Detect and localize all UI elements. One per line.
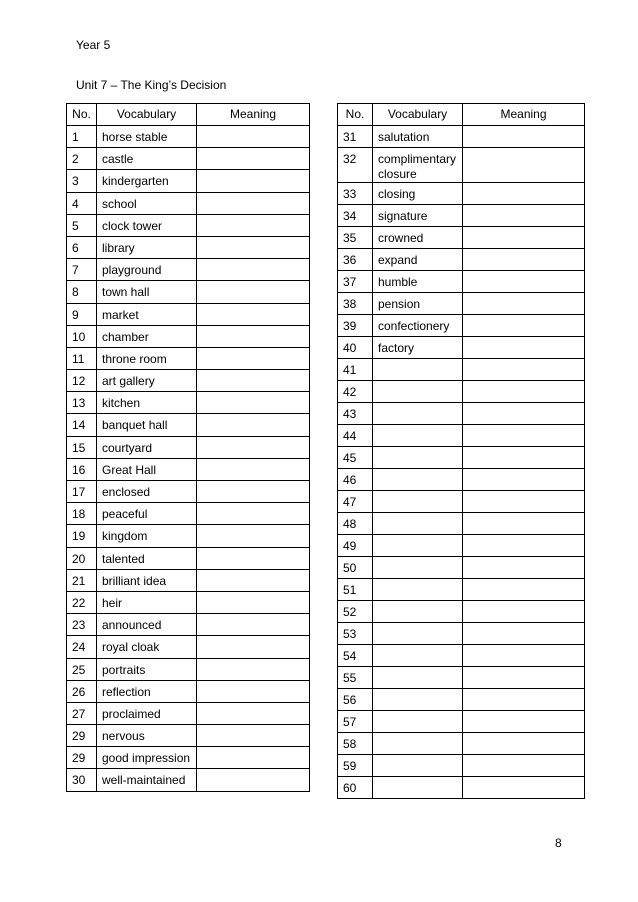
vocabulary-word: royal cloak bbox=[97, 636, 197, 658]
row-number: 47 bbox=[338, 491, 373, 513]
table-row bbox=[67, 547, 310, 569]
vocabulary-word: pension bbox=[373, 293, 463, 315]
meaning-cell[interactable] bbox=[197, 126, 310, 148]
meaning-cell[interactable] bbox=[197, 392, 310, 414]
vocabulary-word: signature bbox=[373, 205, 463, 227]
vocabulary-word: reflection bbox=[97, 680, 197, 702]
table-row bbox=[67, 192, 310, 214]
row-number: 44 bbox=[338, 425, 373, 447]
table-row bbox=[67, 259, 310, 281]
vocabulary-word: heir bbox=[97, 591, 197, 613]
meaning-cell[interactable] bbox=[463, 513, 585, 535]
vocabulary-word bbox=[373, 381, 463, 403]
table-row bbox=[338, 667, 585, 689]
meaning-cell[interactable] bbox=[197, 591, 310, 613]
vocabulary-word: school bbox=[97, 192, 197, 214]
table-row bbox=[67, 303, 310, 325]
vocabulary-word: horse stable bbox=[97, 126, 197, 148]
vocabulary-word: brilliant idea bbox=[97, 569, 197, 591]
row-number: 1 bbox=[67, 126, 97, 148]
row-number: 8 bbox=[67, 281, 97, 303]
table-row bbox=[67, 525, 310, 547]
table-row bbox=[67, 458, 310, 480]
year-label: Year 5 bbox=[76, 38, 111, 52]
table-row bbox=[338, 557, 585, 579]
meaning-cell[interactable] bbox=[197, 259, 310, 281]
meaning-cell[interactable] bbox=[197, 214, 310, 236]
meaning-cell[interactable] bbox=[463, 579, 585, 601]
meaning-cell[interactable] bbox=[463, 667, 585, 689]
vocabulary-word bbox=[373, 623, 463, 645]
vocabulary-word: peaceful bbox=[97, 503, 197, 525]
vocabulary-word bbox=[373, 491, 463, 513]
table-row bbox=[338, 249, 585, 271]
vocabulary-word bbox=[373, 557, 463, 579]
vocabulary-word bbox=[373, 601, 463, 623]
meaning-cell[interactable] bbox=[197, 503, 310, 525]
row-number: 16 bbox=[67, 458, 97, 480]
row-number: 52 bbox=[338, 601, 373, 623]
meaning-cell[interactable] bbox=[463, 689, 585, 711]
meaning-cell[interactable] bbox=[197, 370, 310, 392]
vocabulary-word bbox=[373, 579, 463, 601]
vocabulary-word: humble bbox=[373, 271, 463, 293]
vocabulary-word: salutation bbox=[373, 126, 463, 148]
meaning-cell[interactable] bbox=[197, 614, 310, 636]
vocabulary-word: market bbox=[97, 303, 197, 325]
table-row bbox=[338, 513, 585, 535]
table-row bbox=[338, 447, 585, 469]
row-number: 29 bbox=[67, 747, 97, 769]
row-number: 40 bbox=[338, 337, 373, 359]
vocabulary-word: well-maintained bbox=[97, 769, 197, 791]
meaning-cell[interactable] bbox=[197, 458, 310, 480]
meaning-cell[interactable] bbox=[463, 601, 585, 623]
meaning-cell[interactable] bbox=[197, 658, 310, 680]
meaning-cell[interactable] bbox=[463, 403, 585, 425]
meaning-cell[interactable] bbox=[463, 425, 585, 447]
vocabulary-word: portraits bbox=[97, 658, 197, 680]
column-header-meaning: Meaning bbox=[197, 104, 310, 126]
vocabulary-word bbox=[373, 645, 463, 667]
table-row bbox=[338, 205, 585, 227]
table-row bbox=[338, 337, 585, 359]
row-number: 42 bbox=[338, 381, 373, 403]
row-number: 22 bbox=[67, 591, 97, 613]
meaning-cell[interactable] bbox=[463, 557, 585, 579]
row-number: 15 bbox=[67, 436, 97, 458]
meaning-cell[interactable] bbox=[463, 491, 585, 513]
vocabulary-word bbox=[373, 447, 463, 469]
column-header-no: No. bbox=[338, 104, 373, 126]
meaning-cell[interactable] bbox=[463, 205, 585, 227]
meaning-cell[interactable] bbox=[463, 293, 585, 315]
row-number: 34 bbox=[338, 205, 373, 227]
row-number: 29 bbox=[67, 725, 97, 747]
vocabulary-word bbox=[373, 711, 463, 733]
vocabulary-word: proclaimed bbox=[97, 702, 197, 724]
row-number: 6 bbox=[67, 236, 97, 258]
table-row bbox=[338, 491, 585, 513]
vocabulary-word: town hall bbox=[97, 281, 197, 303]
row-number: 5 bbox=[67, 214, 97, 236]
table-row bbox=[67, 769, 310, 791]
vocabulary-word bbox=[373, 359, 463, 381]
meaning-cell[interactable] bbox=[463, 623, 585, 645]
meaning-cell[interactable] bbox=[463, 337, 585, 359]
meaning-cell[interactable] bbox=[197, 569, 310, 591]
meaning-cell[interactable] bbox=[197, 414, 310, 436]
row-number: 25 bbox=[67, 658, 97, 680]
row-number: 37 bbox=[338, 271, 373, 293]
vocabulary-word: kindergarten bbox=[97, 170, 197, 192]
meaning-cell[interactable] bbox=[463, 469, 585, 491]
table-row bbox=[67, 636, 310, 658]
row-number: 38 bbox=[338, 293, 373, 315]
vocabulary-word bbox=[373, 425, 463, 447]
row-number: 39 bbox=[338, 315, 373, 337]
row-number: 2 bbox=[67, 148, 97, 170]
row-number: 41 bbox=[338, 359, 373, 381]
table-row bbox=[67, 370, 310, 392]
meaning-cell[interactable] bbox=[197, 747, 310, 769]
row-number: 60 bbox=[338, 777, 373, 799]
vocabulary-word bbox=[373, 469, 463, 491]
vocabulary-word: playground bbox=[97, 259, 197, 281]
table-row bbox=[67, 614, 310, 636]
unit-title: Unit 7 – The King’s Decision bbox=[76, 78, 227, 92]
meaning-cell[interactable] bbox=[197, 436, 310, 458]
table-row bbox=[67, 414, 310, 436]
table-row bbox=[67, 725, 310, 747]
vocabulary-word: clock tower bbox=[97, 214, 197, 236]
vocab-table-right-body bbox=[338, 126, 585, 799]
table-row bbox=[67, 747, 310, 769]
meaning-cell[interactable] bbox=[463, 126, 585, 148]
row-number: 58 bbox=[338, 733, 373, 755]
meaning-cell[interactable] bbox=[197, 481, 310, 503]
table-header-row bbox=[67, 104, 310, 126]
meaning-cell[interactable] bbox=[463, 315, 585, 337]
meaning-cell[interactable] bbox=[197, 547, 310, 569]
vocabulary-word: talented bbox=[97, 547, 197, 569]
meaning-cell[interactable] bbox=[197, 636, 310, 658]
table-row bbox=[67, 170, 310, 192]
table-row bbox=[338, 403, 585, 425]
meaning-cell[interactable] bbox=[463, 733, 585, 755]
row-number: 49 bbox=[338, 535, 373, 557]
vocabulary-word bbox=[373, 733, 463, 755]
vocabulary-word: closing bbox=[373, 183, 463, 205]
meaning-cell[interactable] bbox=[463, 535, 585, 557]
meaning-cell[interactable] bbox=[197, 236, 310, 258]
table-row bbox=[338, 623, 585, 645]
vocabulary-word: castle bbox=[97, 148, 197, 170]
table-row bbox=[338, 359, 585, 381]
table-row bbox=[67, 347, 310, 369]
table-row bbox=[67, 214, 310, 236]
meaning-cell[interactable] bbox=[463, 777, 585, 799]
vocabulary-word: kingdom bbox=[97, 525, 197, 547]
vocabulary-word bbox=[373, 403, 463, 425]
vocabulary-word: factory bbox=[373, 337, 463, 359]
table-row bbox=[67, 436, 310, 458]
row-number: 18 bbox=[67, 503, 97, 525]
vocabulary-word: courtyard bbox=[97, 436, 197, 458]
table-row bbox=[338, 777, 585, 799]
vocabulary-word bbox=[373, 667, 463, 689]
vocabulary-word: kitchen bbox=[97, 392, 197, 414]
vocabulary-word: art gallery bbox=[97, 370, 197, 392]
vocabulary-word bbox=[373, 777, 463, 799]
row-number: 17 bbox=[67, 481, 97, 503]
row-number: 14 bbox=[67, 414, 97, 436]
meaning-cell[interactable] bbox=[463, 227, 585, 249]
row-number: 10 bbox=[67, 325, 97, 347]
table-row bbox=[67, 503, 310, 525]
vocabulary-word: good impression bbox=[97, 747, 197, 769]
row-number: 19 bbox=[67, 525, 97, 547]
table-row bbox=[338, 183, 585, 205]
table-row bbox=[338, 711, 585, 733]
row-number: 11 bbox=[67, 347, 97, 369]
table-row bbox=[67, 126, 310, 148]
column-header-no: No. bbox=[67, 104, 97, 126]
vocabulary-word: banquet hall bbox=[97, 414, 197, 436]
table-row bbox=[338, 689, 585, 711]
table-row bbox=[338, 227, 585, 249]
table-row bbox=[338, 381, 585, 403]
table-row bbox=[338, 733, 585, 755]
table-row bbox=[67, 236, 310, 258]
meaning-cell[interactable] bbox=[197, 325, 310, 347]
vocabulary-word: complimentary closure bbox=[373, 148, 463, 183]
vocabulary-word bbox=[373, 513, 463, 535]
row-number: 53 bbox=[338, 623, 373, 645]
row-number: 43 bbox=[338, 403, 373, 425]
table-row bbox=[67, 680, 310, 702]
row-number: 30 bbox=[67, 769, 97, 791]
row-number: 32 bbox=[338, 148, 373, 183]
table-row bbox=[67, 392, 310, 414]
table-row bbox=[338, 293, 585, 315]
row-number: 50 bbox=[338, 557, 373, 579]
table-row bbox=[67, 281, 310, 303]
row-number: 7 bbox=[67, 259, 97, 281]
vocabulary-word: confectionery bbox=[373, 315, 463, 337]
row-number: 35 bbox=[338, 227, 373, 249]
meaning-cell[interactable] bbox=[197, 303, 310, 325]
row-number: 21 bbox=[67, 569, 97, 591]
row-number: 26 bbox=[67, 680, 97, 702]
row-number: 46 bbox=[338, 469, 373, 491]
meaning-cell[interactable] bbox=[197, 702, 310, 724]
table-row bbox=[338, 645, 585, 667]
meaning-cell[interactable] bbox=[197, 347, 310, 369]
row-number: 54 bbox=[338, 645, 373, 667]
vocabulary-word bbox=[373, 755, 463, 777]
table-header-row bbox=[338, 104, 585, 126]
row-number: 24 bbox=[67, 636, 97, 658]
row-number: 3 bbox=[67, 170, 97, 192]
meaning-cell[interactable] bbox=[463, 447, 585, 469]
table-row bbox=[338, 271, 585, 293]
row-number: 13 bbox=[67, 392, 97, 414]
table-row bbox=[338, 469, 585, 491]
vocabulary-word: expand bbox=[373, 249, 463, 271]
meaning-cell[interactable] bbox=[463, 148, 585, 183]
table-row bbox=[338, 535, 585, 557]
table-row bbox=[67, 148, 310, 170]
vocab-table-right bbox=[337, 103, 585, 799]
meaning-cell[interactable] bbox=[197, 769, 310, 791]
meaning-cell[interactable] bbox=[197, 148, 310, 170]
vocabulary-word bbox=[373, 535, 463, 557]
row-number: 33 bbox=[338, 183, 373, 205]
table-row bbox=[338, 425, 585, 447]
vocabulary-word: library bbox=[97, 236, 197, 258]
table-row bbox=[338, 601, 585, 623]
row-number: 9 bbox=[67, 303, 97, 325]
table-row bbox=[338, 315, 585, 337]
row-number: 45 bbox=[338, 447, 373, 469]
row-number: 23 bbox=[67, 614, 97, 636]
row-number: 31 bbox=[338, 126, 373, 148]
meaning-cell[interactable] bbox=[463, 183, 585, 205]
vocabulary-word: announced bbox=[97, 614, 197, 636]
table-row bbox=[338, 126, 585, 148]
column-header-meaning: Meaning bbox=[463, 104, 585, 126]
row-number: 59 bbox=[338, 755, 373, 777]
table-row bbox=[338, 755, 585, 777]
vocabulary-word: enclosed bbox=[97, 481, 197, 503]
vocabulary-word: Great Hall bbox=[97, 458, 197, 480]
row-number: 57 bbox=[338, 711, 373, 733]
meaning-cell[interactable] bbox=[463, 755, 585, 777]
meaning-cell[interactable] bbox=[463, 645, 585, 667]
row-number: 51 bbox=[338, 579, 373, 601]
table-row bbox=[67, 658, 310, 680]
vocab-table-left bbox=[66, 103, 310, 792]
row-number: 56 bbox=[338, 689, 373, 711]
vocab-table-left-body bbox=[67, 126, 310, 792]
vocabulary-word: throne room bbox=[97, 347, 197, 369]
row-number: 20 bbox=[67, 547, 97, 569]
page-number: 8 bbox=[555, 836, 562, 850]
table-row bbox=[67, 569, 310, 591]
row-number: 48 bbox=[338, 513, 373, 535]
vocabulary-word: nervous bbox=[97, 725, 197, 747]
row-number: 4 bbox=[67, 192, 97, 214]
vocabulary-word: crowned bbox=[373, 227, 463, 249]
meaning-cell[interactable] bbox=[463, 271, 585, 293]
column-header-vocabulary: Vocabulary bbox=[97, 104, 197, 126]
meaning-cell[interactable] bbox=[463, 381, 585, 403]
meaning-cell[interactable] bbox=[197, 192, 310, 214]
meaning-cell[interactable] bbox=[463, 359, 585, 381]
table-row bbox=[67, 481, 310, 503]
table-row bbox=[338, 579, 585, 601]
meaning-cell[interactable] bbox=[463, 249, 585, 271]
row-number: 55 bbox=[338, 667, 373, 689]
meaning-cell[interactable] bbox=[197, 281, 310, 303]
row-number: 12 bbox=[67, 370, 97, 392]
table-row bbox=[67, 591, 310, 613]
meaning-cell[interactable] bbox=[197, 525, 310, 547]
vocabulary-word bbox=[373, 689, 463, 711]
table-row bbox=[67, 325, 310, 347]
meaning-cell[interactable] bbox=[197, 680, 310, 702]
table-row bbox=[67, 702, 310, 724]
meaning-cell[interactable] bbox=[463, 711, 585, 733]
row-number: 27 bbox=[67, 702, 97, 724]
vocabulary-word: chamber bbox=[97, 325, 197, 347]
table-row bbox=[338, 148, 585, 183]
column-header-vocabulary: Vocabulary bbox=[373, 104, 463, 126]
meaning-cell[interactable] bbox=[197, 170, 310, 192]
meaning-cell[interactable] bbox=[197, 725, 310, 747]
row-number: 36 bbox=[338, 249, 373, 271]
